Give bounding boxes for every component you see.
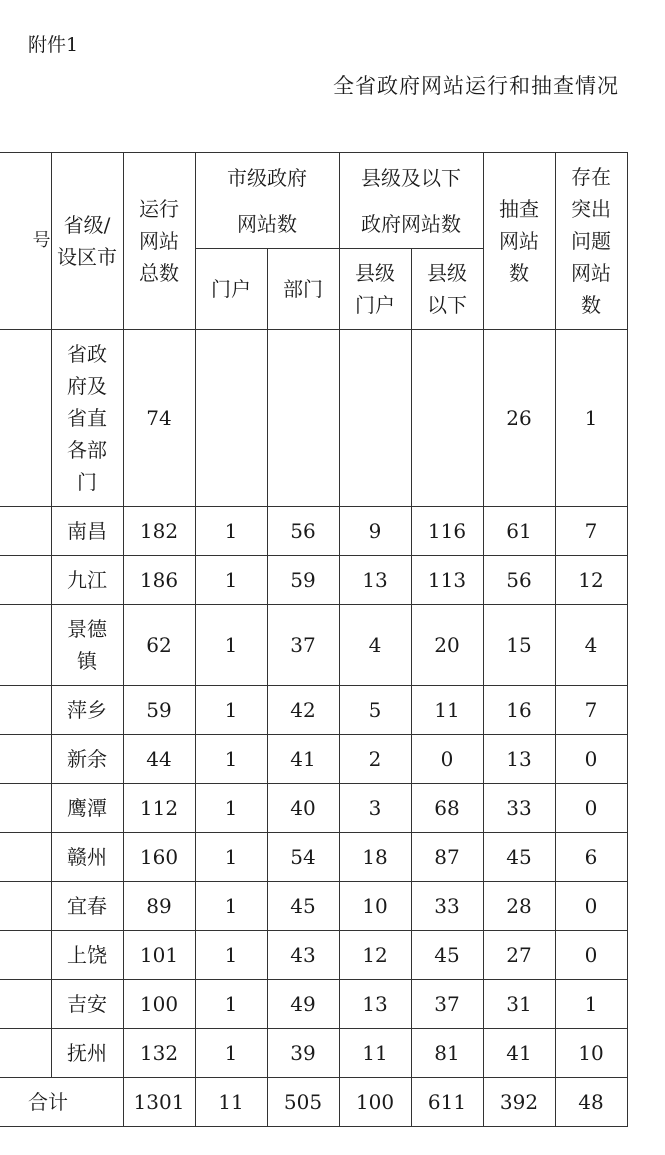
total-sites-header: 运行 网站 总数	[123, 153, 195, 330]
problem-cell: 1	[555, 980, 627, 1029]
total-cell: 62	[123, 605, 195, 686]
city-portal-cell: 1	[195, 882, 267, 931]
city-dept-cell: 37	[267, 605, 339, 686]
total-cell: 182	[123, 507, 195, 556]
region-name-cell: 赣州	[51, 833, 123, 882]
problem-cell: 10	[555, 1029, 627, 1078]
problem-cell: 0	[555, 735, 627, 784]
index-cell	[0, 1029, 51, 1078]
total-cell: 112	[123, 784, 195, 833]
index-column-header: 号	[0, 153, 51, 330]
region-name-cell: 上饶	[51, 931, 123, 980]
city-portal-cell: 1	[195, 931, 267, 980]
city-portal-cell: 1	[195, 735, 267, 784]
index-cell	[0, 882, 51, 931]
county-portal-cell: 18	[339, 833, 411, 882]
region-name-cell: 省政 府及 省直 各部 门	[51, 330, 123, 507]
city-portal-cell: 1	[195, 833, 267, 882]
total-cell: 44	[123, 735, 195, 784]
index-cell	[0, 980, 51, 1029]
total-row	[0, 1078, 627, 1127]
total-sampled-cell: 392	[483, 1078, 555, 1127]
city-portal-cell: 1	[195, 980, 267, 1029]
problem-cell: 6	[555, 833, 627, 882]
city-portal-cell: 1	[195, 686, 267, 735]
sampled-cell: 41	[483, 1029, 555, 1078]
county-portal-cell: 3	[339, 784, 411, 833]
sampled-cell: 13	[483, 735, 555, 784]
city-portal-cell: 1	[195, 1029, 267, 1078]
city-dept-cell: 49	[267, 980, 339, 1029]
city-dept-cell: 56	[267, 507, 339, 556]
table-row	[0, 330, 627, 507]
attachment-label: 附件1	[28, 34, 79, 56]
county-below-cell: 37	[411, 980, 483, 1029]
index-cell	[0, 686, 51, 735]
total-city-dept-cell: 505	[267, 1078, 339, 1127]
table-row	[0, 833, 627, 882]
total-cell: 132	[123, 1029, 195, 1078]
region-name-cell: 景德 镇	[51, 605, 123, 686]
county-below-cell: 113	[411, 556, 483, 605]
problem-cell: 0	[555, 931, 627, 980]
sampled-cell: 27	[483, 931, 555, 980]
problem-cell: 4	[555, 605, 627, 686]
county-portal-cell: 2	[339, 735, 411, 784]
city-dept-cell: 40	[267, 784, 339, 833]
city-dept-cell: 45	[267, 882, 339, 931]
total-problem-cell: 48	[555, 1078, 627, 1127]
county-portal-cell: 13	[339, 980, 411, 1029]
table-row	[0, 556, 627, 605]
city-portal-header: 门户	[195, 249, 267, 330]
table-row	[0, 784, 627, 833]
county-below-cell: 45	[411, 931, 483, 980]
region-name-cell: 九江	[51, 556, 123, 605]
city-dept-header: 部门	[267, 249, 339, 330]
table-row	[0, 686, 627, 735]
document-title: 全省政府网站运行和抽查情况	[333, 74, 619, 98]
city-portal-cell: 1	[195, 556, 267, 605]
sampled-cell: 16	[483, 686, 555, 735]
index-cell	[0, 784, 51, 833]
table-row	[0, 931, 627, 980]
city-dept-cell: 54	[267, 833, 339, 882]
city-dept-cell: 59	[267, 556, 339, 605]
city-portal-cell: 1	[195, 507, 267, 556]
total-cell: 186	[123, 556, 195, 605]
county-portal-cell: 5	[339, 686, 411, 735]
county-portal-cell: 4	[339, 605, 411, 686]
region-name-cell: 新余	[51, 735, 123, 784]
statistics-table	[0, 152, 628, 1127]
problem-sites-header: 存在 突出 问题 网站 数	[555, 153, 627, 330]
total-cell: 74	[123, 330, 195, 507]
total-cell: 101	[123, 931, 195, 980]
table-row	[0, 980, 627, 1029]
index-cell	[0, 507, 51, 556]
total-county-below-cell: 611	[411, 1078, 483, 1127]
county-below-cell: 11	[411, 686, 483, 735]
county-portal-cell	[339, 330, 411, 507]
county-portal-cell: 11	[339, 1029, 411, 1078]
total-total-cell: 1301	[123, 1078, 195, 1127]
city-dept-cell: 41	[267, 735, 339, 784]
sampled-cell: 15	[483, 605, 555, 686]
sampled-sites-header: 抽查 网站 数	[483, 153, 555, 330]
region-header: 省级/ 设区市	[51, 153, 123, 330]
index-cell	[0, 605, 51, 686]
city-portal-cell: 1	[195, 784, 267, 833]
county-portal-cell: 12	[339, 931, 411, 980]
total-cell: 160	[123, 833, 195, 882]
county-below-cell: 81	[411, 1029, 483, 1078]
city-dept-cell	[267, 330, 339, 507]
region-name-cell: 鹰潭	[51, 784, 123, 833]
city-dept-cell: 39	[267, 1029, 339, 1078]
sampled-cell: 31	[483, 980, 555, 1029]
region-name-cell: 南昌	[51, 507, 123, 556]
problem-cell: 7	[555, 507, 627, 556]
county-below-cell: 87	[411, 833, 483, 882]
table-row	[0, 507, 627, 556]
total-label-cell: 合计	[0, 1078, 123, 1127]
city-dept-cell: 42	[267, 686, 339, 735]
total-cell: 100	[123, 980, 195, 1029]
index-cell	[0, 556, 51, 605]
problem-cell: 1	[555, 330, 627, 507]
total-city-portal-cell: 11	[195, 1078, 267, 1127]
sampled-cell: 61	[483, 507, 555, 556]
city-portal-cell: 1	[195, 605, 267, 686]
county-below-cell: 0	[411, 735, 483, 784]
problem-cell: 7	[555, 686, 627, 735]
county-portal-cell: 13	[339, 556, 411, 605]
county-portal-cell: 9	[339, 507, 411, 556]
table-row	[0, 735, 627, 784]
total-cell: 59	[123, 686, 195, 735]
sampled-cell: 33	[483, 784, 555, 833]
city-dept-cell: 43	[267, 931, 339, 980]
sampled-cell: 26	[483, 330, 555, 507]
total-county-portal-cell: 100	[339, 1078, 411, 1127]
sampled-cell: 28	[483, 882, 555, 931]
region-name-cell: 抚州	[51, 1029, 123, 1078]
table-row	[0, 882, 627, 931]
county-sites-header: 县级及以下 政府网站数	[339, 153, 483, 249]
sampled-cell: 56	[483, 556, 555, 605]
region-name-cell: 萍乡	[51, 686, 123, 735]
index-cell	[0, 735, 51, 784]
table-row	[0, 605, 627, 686]
county-below-cell: 116	[411, 507, 483, 556]
index-cell	[0, 931, 51, 980]
table-row	[0, 1029, 627, 1078]
index-cell	[0, 833, 51, 882]
region-name-cell: 吉安	[51, 980, 123, 1029]
county-portal-header: 县级 门户	[339, 249, 411, 330]
city-portal-cell	[195, 330, 267, 507]
county-below-cell	[411, 330, 483, 507]
region-name-cell: 宜春	[51, 882, 123, 931]
county-below-cell: 68	[411, 784, 483, 833]
county-below-header: 县级 以下	[411, 249, 483, 330]
total-cell: 89	[123, 882, 195, 931]
problem-cell: 0	[555, 784, 627, 833]
problem-cell: 0	[555, 882, 627, 931]
index-cell	[0, 330, 51, 507]
problem-cell: 12	[555, 556, 627, 605]
sampled-cell: 45	[483, 833, 555, 882]
city-sites-header: 市级政府 网站数	[195, 153, 339, 249]
county-below-cell: 33	[411, 882, 483, 931]
county-below-cell: 20	[411, 605, 483, 686]
county-portal-cell: 10	[339, 882, 411, 931]
